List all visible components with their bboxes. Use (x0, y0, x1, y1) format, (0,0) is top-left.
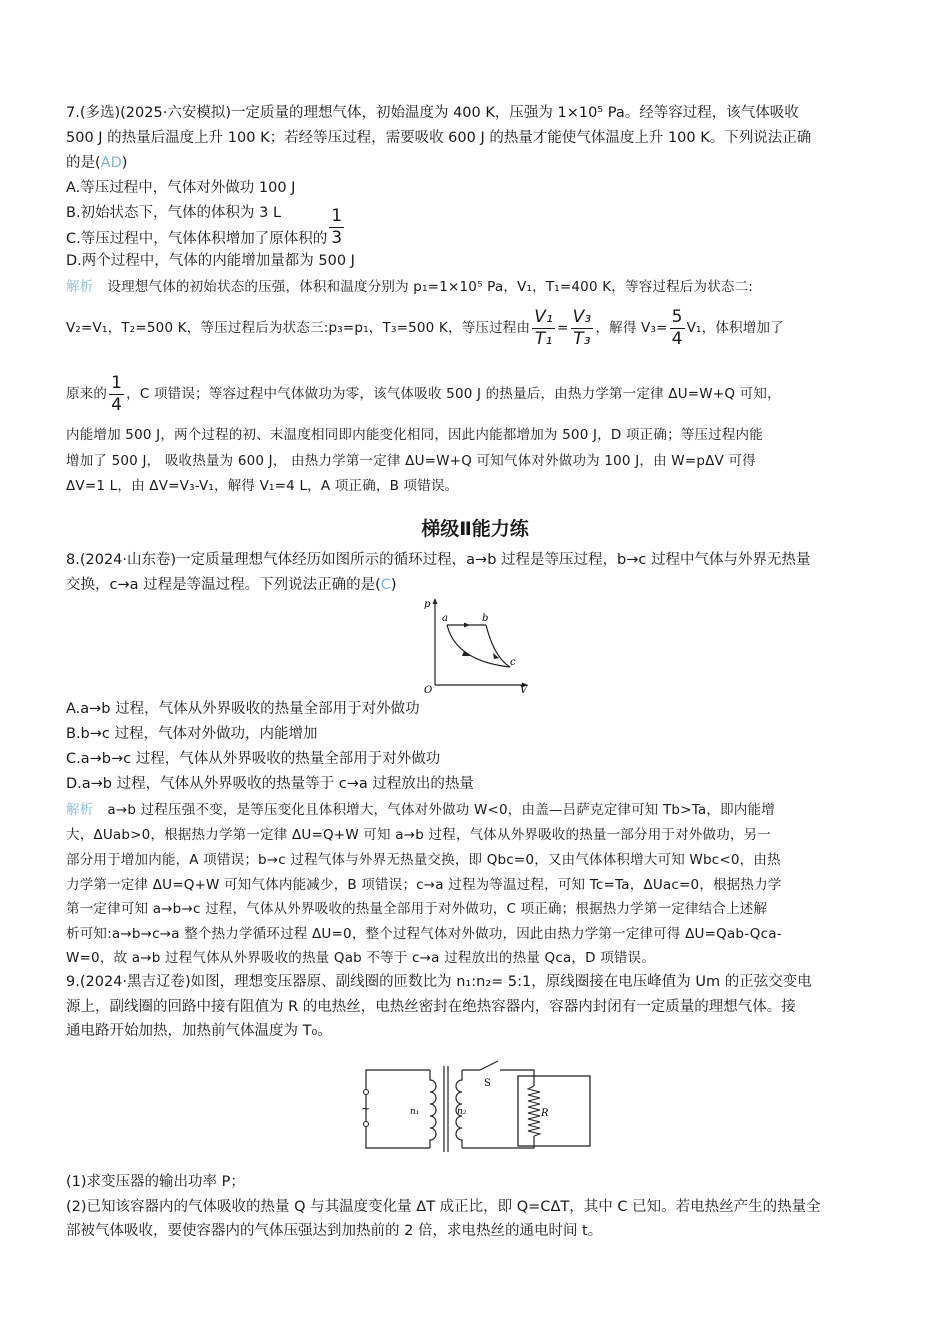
q7-analysis-line6: ΔV=1 L，由 ΔV=V₃-V₁，解得 V₁=4 L，A 项正确，B 项错误。 (66, 478, 459, 494)
q7-option-d: D.两个过程中，气体的内能增加量都为 500 J (66, 253, 355, 269)
q8-analysis-line1: 解析 a→b 过程压强不变，是等压变化且体积增大，气体对外做功 W<0，由盖—吕萨克定律可知 Tb>Ta，即内能增 (66, 802, 775, 818)
arrow-a-b-icon (464, 623, 470, 628)
insulated-container (518, 1076, 590, 1146)
q9-sub2-line1: (2)已知该容器内的气体吸收的热量 Q 与其温度变化量 ΔT 成正比，即 Q=CΔT，其中 C 已知。若电热丝产生的热量全 (66, 1199, 821, 1215)
n2-label: n₂ (457, 1107, 467, 1117)
q7-analysis-line5: 增加了 500 J， 吸收热量为 600 J， 由热力学第一定律 ΔU=W+Q 可知气体对外做功为 100 J，由 W=pΔV 可得 (66, 453, 756, 469)
section-heading: 梯级Ⅱ能力练 (421, 518, 529, 540)
q8-option-c: C.a→b→c 过程，气体从外界吸收的热量全部用于对外做功 (66, 751, 441, 767)
q9-stem-line3: 通电路开始加热，加热前气体温度为 T₀。 (66, 1023, 332, 1039)
terminal-top (364, 1090, 369, 1095)
q7-analysis-line3: 原来的 $\frac{1}{4}$ ，C 项错误；等容过程中气体做功为零，该气体吸收 500 J 的热量后，由热力学第一定律 ΔU=W+Q 可知， (66, 373, 781, 415)
q8-analysis-line3: 部分用于增加内能，A 项错误；b→c 过程气体与外界无热量交换，即 Qbc=0，又由气体体积增大可知 Wbc<0，由热 (66, 852, 781, 868)
transformer-circuit-diagram (358, 1058, 598, 1158)
secondary-wire-top-right (500, 1070, 534, 1086)
q8-analysis-line4: 力学第一定律 ΔU=Q+W 可知气体内能减少，B 项错误；c→a 过程为等温过程，可知 Tc=Ta，ΔUac=0，根据热力学 (66, 877, 782, 893)
q7-answer: AD (100, 155, 122, 171)
label-a: a (442, 613, 448, 624)
primary-coil (430, 1070, 436, 1148)
label-origin: O (424, 685, 433, 695)
switch-blade (480, 1061, 498, 1070)
q7-option-a: A.等压过程中，气体对外做功 100 J (66, 180, 296, 196)
label-b: b (482, 613, 489, 624)
label-v: V (520, 685, 528, 695)
q7-analysis-line4: 内能增加 500 J，两个过程的初、末温度相同即内能变化相同，因此内能都增加为 500 J，D 项正确；等压过程内能 (66, 427, 763, 443)
q9-stem-line2: 源上，副线圈的回路中接有阻值为 R 的电热丝，电热丝密封在绝热容器内，容器内封闭有一定质量的理想气体。接 (66, 999, 796, 1015)
ac-source-label: ~ (361, 1102, 371, 1115)
analysis-tag: 解析 (66, 279, 94, 295)
terminal-bottom (364, 1122, 369, 1127)
n1-label: n₁ (410, 1107, 420, 1117)
q9-stem-line1: 9.(2024·黑吉辽卷)如图，理想变压器原、副线圈的匝数比为 n₁:n₂= 5:1，原线圈接在电压峰值为 Um 的正弦交变电 (66, 974, 812, 990)
q7-stem-line1: 7.(多选)(2025·六安模拟)一定质量的理想气体，初始温度为 400 K，压强为 1×10⁵ Pa。经等容过程，该气体吸收 (66, 105, 799, 121)
q8-analysis-line6: 析可知:a→b→c→a 整个热力学循环过程 ΔU=0，整个过程气体对外做功，因此由热力学第一定律可得 ΔU=Qab-Qca- (66, 926, 782, 942)
q7-stem-line2: 500 J 的热量后温度上升 100 K；若经等压过程，需要吸收 600 J 的热量才能使气体温度上升 100 K。下列说法正确 (66, 130, 812, 146)
fraction-five-fourths: $\frac{5}{4}$ (671, 307, 683, 349)
analysis-tag: 解析 (66, 802, 94, 818)
q9-sub2-line2: 部被气体吸收，要使容器内的气体压强达到加热前的 2 倍，求电热丝的通电时间 t。 (66, 1223, 603, 1239)
process-b-c (486, 625, 510, 667)
q7-stem-line3: 的是(AD) (66, 155, 128, 171)
q8-option-d: D.a→b 过程，气体从外界吸收的热量等于 c→a 过程放出的热量 (66, 776, 474, 792)
primary-wire (366, 1070, 430, 1148)
process-c-a (447, 625, 510, 667)
fraction-one-fourth: $\frac{1}{4}$ (111, 373, 123, 415)
q7-analysis-line1: 解析 设理想气体的初始状态的压强，体积和温度分别为 p₁=1×10⁵ Pa，V₁，T₁=400 K，等容过程后为状态二: (66, 279, 754, 295)
p-axis-arrow-icon (433, 598, 438, 604)
fraction-v1-t1: $\frac{\text{V₁}}{\text{T₁}}$ (534, 307, 554, 349)
q7-option-c: C.等压过程中，气体体积增加了原体积的 $\frac{1}{3}$ (66, 206, 343, 248)
q9-sub1: (1)求变压器的输出功率 P； (66, 1174, 245, 1190)
fraction-v3-t3: $\frac{\text{V₃}}{\text{T₃}}$ (572, 307, 592, 349)
q7-option-b: B.初始状态下，气体的体积为 3 L (66, 205, 282, 221)
q8-option-a: A.a→b 过程，气体从外界吸收的热量全部用于对外做功 (66, 701, 420, 717)
resistor-label: R (541, 1108, 549, 1119)
q8-analysis-line2: 大，ΔUab>0，根据热力学第一定律 ΔU=Q+W 可知 a→b 过程，气体从外界吸收的热量一部分用于对外做功，另一 (66, 827, 771, 843)
label-p: p (424, 599, 431, 610)
q8-option-b: B.b→c 过程，气体对外做功，内能增加 (66, 726, 318, 742)
arrow-c-a-icon (462, 651, 470, 656)
q8-analysis-line7: W=0，故 a→b 过程气体从外界吸收的热量 Qab 不等于 c→a 过程放出的热量 Qca，D 项错误。 (66, 950, 656, 966)
heater-resistor (528, 1086, 540, 1136)
q8-stem-line1: 8.(2024·山东卷)一定质量理想气体经历如图所示的循环过程，a→b 过程是等压过程，b→c 过程中气体与外界无热量 (66, 552, 811, 568)
fraction-one-third: $\frac{1}{3}$ (331, 206, 343, 248)
pv-cycle-graph (420, 595, 535, 695)
q8-answer: C (380, 577, 391, 593)
q8-stem-line2: 交换，c→a 过程是等温过程。下列说法正确的是(C) (66, 577, 397, 593)
q8-analysis-line5: 第一定律可知 a→b→c 过程，气体从外界吸收的热量全部用于对外做功，C 项正确；根据热力学第一定律结合上述解 (66, 901, 768, 917)
label-c: c (510, 657, 516, 668)
q7-analysis-line2: V₂=V₁，T₂=500 K，等压过程后为状态三:p₃=p₁，T₃=500 K，等压过程由 $\frac{\text{V₁}}{\text{T₁}}$ = $\frac{\text{V₃}}{\text{T₃}}$ ，解得 V₃= $\frac{5}{4}$ V₁，体积增加了 (66, 307, 784, 349)
switch-label: S (484, 1078, 491, 1089)
